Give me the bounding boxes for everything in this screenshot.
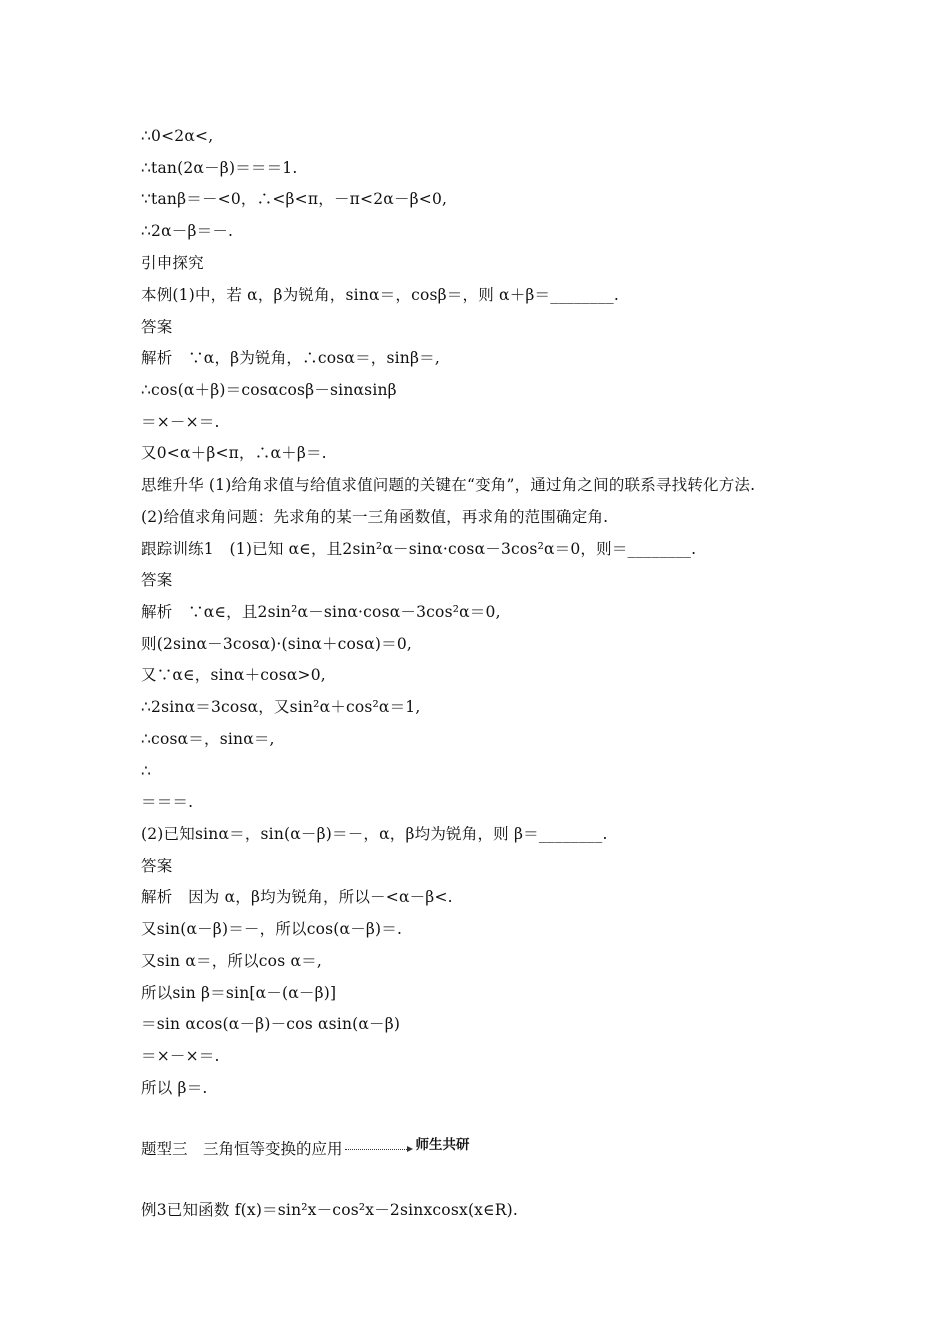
- text-line: ∴0<2α<,: [141, 127, 214, 145]
- text-line: 答案: [141, 571, 173, 589]
- text-line: 解析 因为 α，β均为锐角，所以－<α－β<.: [141, 888, 453, 906]
- text-line: ∴2α－β＝－.: [141, 222, 234, 240]
- text-line: ∵tanβ＝－<0，∴<β<π，－π<2α－β<0,: [141, 190, 448, 208]
- text-line: ＝×－×＝.: [141, 413, 220, 431]
- text-line: 又∵α∈，sinα＋cosα>0,: [141, 666, 326, 684]
- text-line: 引申探究: [141, 254, 204, 272]
- text-line: 本例(1)中，若 α，β为锐角，sinα＝，cosβ＝，则 α＋β＝________.: [141, 286, 619, 304]
- text-line: 所以 β＝.: [141, 1079, 208, 1097]
- text-line: ∴2sinα＝3cosα，又sin²α＋cos²α＝1,: [141, 698, 421, 716]
- text-line: 答案: [141, 318, 173, 336]
- text-line: ∴cos(α＋β)＝cosαcosβ－sinαsinβ: [141, 381, 397, 399]
- text-line: 所以sin β＝sin[α－(α－β)]: [141, 984, 337, 1002]
- text-line: (2)给值求角问题：先求角的某一三角函数值，再求角的范围确定角.: [141, 508, 609, 526]
- text-line: ∴cosα＝，sinα＝,: [141, 730, 275, 748]
- text-line: ＝＝＝.: [141, 793, 194, 811]
- text-line: ∴tan(2α－β)＝＝＝1.: [141, 159, 298, 177]
- text-line: 又sin α＝，所以cos α＝,: [141, 952, 322, 970]
- arrow-right-icon: [407, 1146, 413, 1152]
- text-line: (2)已知sinα＝，sin(α－β)＝－，α，β均为锐角，则 β＝________.: [141, 825, 608, 843]
- text-line: 解析 ∵α，β为锐角，∴cosα＝，sinβ＝,: [141, 349, 440, 367]
- section-tag: 师生共研: [415, 1137, 470, 1153]
- text-line: 又sin(α－β)＝－，所以cos(α－β)＝.: [141, 920, 403, 938]
- text-line: ＝×－×＝.: [141, 1047, 220, 1065]
- text-line: ∴: [141, 762, 152, 780]
- section-heading: [141, 1138, 470, 1160]
- dotted-arrow-line: [345, 1149, 407, 1150]
- section-title: 题型三 三角恒等变换的应用: [141, 1140, 343, 1158]
- text-line: ＝sin αcos(α－β)－cos αsin(α－β): [141, 1015, 401, 1033]
- text-line: 跟踪训练1 (1)已知 α∈，且2sin²α－sinα·cosα－3cos²α＝0，则＝________.: [141, 540, 697, 558]
- example-statement: 例3已知函数 f(x)＝sin²x－cos²x－2sinxcosx(x∈R).: [141, 1201, 519, 1219]
- text-line: 又0<α＋β<π，∴α＋β＝.: [141, 444, 327, 462]
- text-line: 则(2sinα－3cosα)·(sinα＋cosα)＝0,: [141, 635, 413, 653]
- text-line: 解析 ∵α∈，且2sin²α－sinα·cosα－3cos²α＝0,: [141, 603, 501, 621]
- text-line: 思维升华 (1)给角求值与给值求值问题的关键在“变角”，通过角之间的联系寻找转化方法.: [141, 476, 756, 494]
- text-line: 答案: [141, 857, 173, 875]
